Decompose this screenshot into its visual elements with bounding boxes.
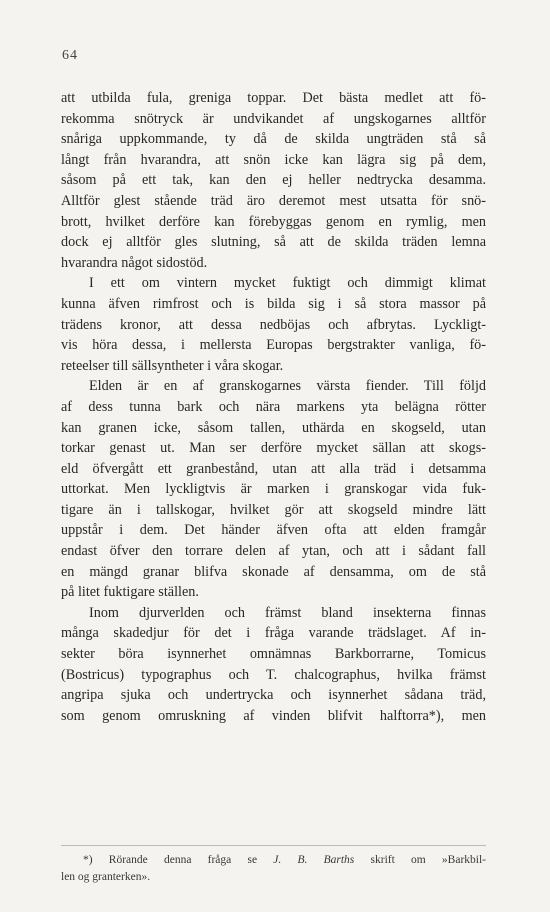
- text-line: hvarandra något sidostöd.: [61, 254, 208, 271]
- footnote-rule: [61, 845, 486, 846]
- text-line: angripa sjuka och undertrycka och isynnerhet sådana träd,: [61, 687, 486, 704]
- text-line: på litet fuktigare ställen.: [61, 584, 199, 601]
- footnote-line: len og granterken».: [61, 871, 151, 883]
- text-line: eld öfvergått ett granbestånd, utan att alla träd i detsamma: [61, 460, 486, 477]
- footnote-line: [61, 852, 486, 869]
- text-line: tigare än i tallskogar, hvilket gör att skogseld mindre lätt: [61, 501, 486, 518]
- text-line: kunna äfven rimfrost och is bilda sig i så stora massor på: [61, 295, 486, 312]
- text-line: reteelser till sällsyntheter i våra skogar.: [61, 357, 284, 374]
- text-line: brott, hvilket derföre kan förebyggas genom en rymlig, men: [61, 213, 486, 230]
- text-line: sekter böra isynnerhet omnämnas Barkborrarne, Tomicus: [61, 646, 486, 663]
- text-line: (Bostricus) typographus och T. chalcographus, hvilka främst: [61, 666, 486, 683]
- text-line: en mängd granar blifva skonade af densamma, om de stå: [61, 563, 486, 580]
- text-line: såsom på ett tak, kan den ej heller nedtrycka desamma.: [61, 172, 486, 189]
- text-line: kan granen icke, såsom tallen, uthärda en skogseld, utan: [61, 419, 486, 436]
- text-line: dock ej alltför gles slutning, så att de skilda träden lemna: [61, 234, 486, 251]
- text-line: Alltför glest stående träd äro deremot mest utsatta för snö-: [61, 192, 486, 209]
- text-line: många skadedjur för det i fråga varande trädslaget. Af in-: [61, 625, 486, 642]
- text-line: I ett om vintern mycket fuktigt och dimmigt klimat: [89, 275, 486, 292]
- page-number: 64: [62, 48, 78, 63]
- body-text: [61, 88, 486, 726]
- text-line: vis höra dessa, i mellersta Europas bergstrakter vanliga, fö-: [61, 337, 486, 354]
- text-line: uttorkat. Men lyckligtvis är marken i granskogar vida fuk-: [61, 481, 486, 498]
- text-line: af dess tunna bark och nära markens yta belägna rötter: [61, 398, 486, 415]
- footnote-author: J. B. Barths: [273, 854, 355, 866]
- text-line: långt från hvarandra, att snön icke kan lägra sig på dem,: [61, 151, 486, 168]
- text-line: Inom djurverlden och främst bland insekterna finnas: [89, 604, 486, 621]
- text-line: endast öfver den torrare delen af ytan, och att i sådant fall: [61, 543, 486, 560]
- footnote-prefix: *) Rörande denna fråga se: [83, 854, 274, 866]
- footnote-suffix: skrift om »Barkbil-: [354, 854, 486, 866]
- text-line: att utbilda fula, greniga toppar. Det bästa medlet att fö-: [61, 90, 486, 106]
- text-line: rekomma snötryck är undvikandet af ungskogarnes alltför: [61, 110, 486, 127]
- text-line: uppstår i dem. Det händer äfven ofta att elden framgår: [61, 522, 486, 539]
- text-line: torkar genast ut. Man ser derföre mycket sällan att skogs-: [61, 440, 486, 457]
- text-line: Elden är en af granskogarnes värsta fiender. Till följd: [89, 378, 486, 395]
- text-line: snåriga uppkommande, ty då de skilda ungträden stå så: [61, 131, 486, 148]
- text-line: trädens kronor, att dessa nedböjas och afbrytas. Lyckligt-: [61, 316, 486, 333]
- footnote: [61, 852, 486, 886]
- text-line: som genom omruskning af vinden blifvit halftorra*), men: [61, 707, 486, 724]
